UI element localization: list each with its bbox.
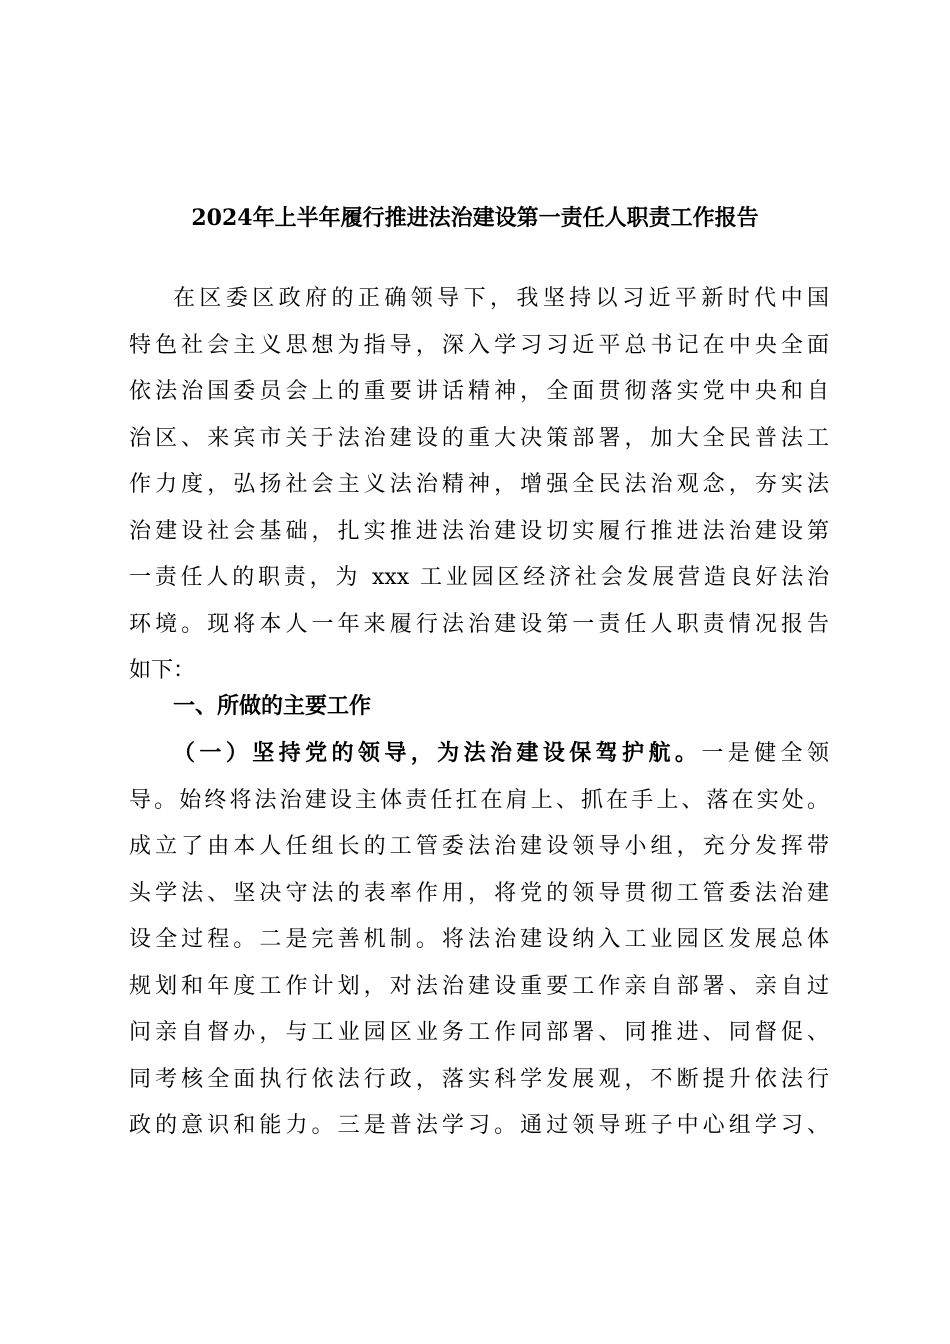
paragraph-line: 在区委区政府的正确领导下，我坚持以习近平新时代中国 [173, 286, 829, 311]
paragraph-line: 政的意识和能力。三是普法学习。通过领导班子中心组学习、 [129, 1113, 829, 1138]
intro-paragraph [129, 276, 829, 695]
section-heading-container [129, 684, 829, 731]
paragraph-line: 环境。现将本人一年来履行法治建设第一责任人职责情况报告 [129, 611, 829, 637]
subsection-heading: （一）坚持党的领导，为法治建设保驾护航。 [173, 741, 702, 766]
paragraph-line: 规划和年度工作计划，对法治建设重要工作亲自部署、亲自过 [129, 973, 829, 999]
paragraph-line: 治建设社会基础，扎实推进法治建设切实履行推进法治建设第 [129, 518, 829, 544]
section-heading: 一、所做的主要工作 [173, 694, 372, 719]
paragraph-line: 一责任人的职责，为 xxx 工业园区经济社会发展营造良好法治 [129, 565, 829, 590]
paragraph-line: 成立了由本人任组长的工管委法治建设领导小组，充分发挥带 [129, 834, 829, 859]
paragraph-line: 问亲自督办，与工业园区业务工作同部署、同推进、同督促、 [129, 1020, 829, 1045]
paragraph-line: 设全过程。二是完善机制。将法治建设纳入工业园区发展总体 [129, 927, 829, 952]
paragraph-line: 如下： [129, 658, 196, 683]
paragraph-line: 依法治国委员会上的重要讲话精神，全面贯彻落实党中央和自 [129, 379, 829, 404]
subsection-paragraph [129, 731, 829, 1150]
paragraph-line: 导。始终将法治建设主体责任扛在肩上、抓在手上、落在实处。 [129, 787, 829, 813]
paragraph-line-rest: 一是健全领 [701, 741, 829, 766]
paragraph-line: 同考核全面执行依法行政，落实科学发展观，不断提升依法行 [129, 1066, 829, 1092]
paragraph-line [129, 731, 829, 778]
document-title: 2024年上半年履行推进法治建设第一责任人职责工作报告 [191, 205, 759, 231]
paragraph-line: 作力度，弘扬社会主义法治精神，增强全民法治观念，夯实法 [129, 472, 829, 497]
paragraph-line: 治区、来宾市关于法治建设的重大决策部署，加大全民普法工 [129, 425, 829, 451]
paragraph-line: 头学法、坚决守法的表率作用，将党的领导贯彻工管委法治建 [129, 880, 829, 906]
paragraph-line: 特色社会主义思想为指导，深入学习习近平总书记在中央全面 [129, 332, 829, 358]
